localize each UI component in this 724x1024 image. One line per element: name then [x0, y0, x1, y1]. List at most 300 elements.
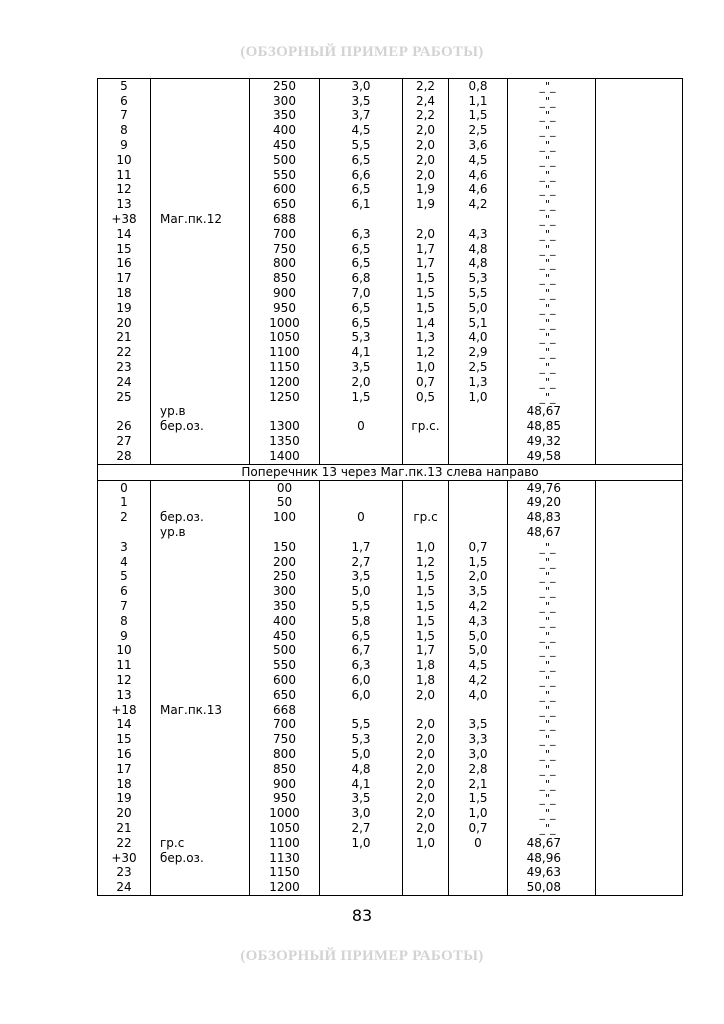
table-cell: 21 [98, 331, 151, 346]
table-cell [151, 375, 250, 390]
ditto-mark: _"_ [539, 540, 556, 554]
table-row [98, 643, 683, 658]
ditto-mark: _"_ [539, 153, 556, 167]
table-cell: 1,9 [403, 183, 449, 198]
table-cell: 1,8 [403, 658, 449, 673]
table-cell: 1,8 [403, 673, 449, 688]
table-row [98, 673, 683, 688]
table-cell [596, 584, 683, 599]
table-cell: бер.оз. [151, 510, 250, 525]
table-row [98, 777, 683, 792]
table-cell [508, 79, 596, 94]
table-cell [508, 732, 596, 747]
table-cell [403, 449, 449, 464]
table-cell: 6,5 [320, 183, 403, 198]
table-row [98, 271, 683, 286]
table-cell: 200 [250, 555, 320, 570]
table-cell: 48,85 [508, 419, 596, 434]
table-cell [403, 851, 449, 866]
table-cell: 6,6 [320, 168, 403, 183]
table-cell: 2,2 [403, 79, 449, 94]
table-row [98, 168, 683, 183]
table-cell [449, 434, 508, 449]
table-cell [596, 227, 683, 242]
ditto-mark: _"_ [539, 272, 556, 286]
table-cell: 3,3 [449, 732, 508, 747]
table-cell: 1,0 [403, 540, 449, 555]
table-row [98, 732, 683, 747]
table-cell: 49,58 [508, 449, 596, 464]
table-cell: 5,3 [320, 732, 403, 747]
table-cell [596, 865, 683, 880]
table-cell: 2,0 [403, 168, 449, 183]
table-cell [508, 747, 596, 762]
table-cell: ур.в [151, 525, 250, 540]
table-cell [151, 570, 250, 585]
table-row [98, 405, 683, 420]
table-cell [508, 360, 596, 375]
table-cell: 10 [98, 153, 151, 168]
ditto-mark: _"_ [539, 301, 556, 315]
table-row [98, 717, 683, 732]
table-cell [508, 183, 596, 198]
table-cell: 6,1 [320, 197, 403, 212]
table-cell [449, 851, 508, 866]
table-cell [596, 525, 683, 540]
table-cell: 6,5 [320, 242, 403, 257]
table-cell [449, 703, 508, 718]
table-cell [596, 614, 683, 629]
table-cell: 3,5 [320, 570, 403, 585]
table-cell [151, 197, 250, 212]
table-cell [449, 449, 508, 464]
ditto-mark: _"_ [539, 213, 556, 227]
table-cell: 1250 [250, 390, 320, 405]
watermark-bottom: (ОБЗОРНЫЙ ПРИМЕР РАБОТЫ) [240, 948, 484, 964]
table-cell: ур.в [151, 405, 250, 420]
table-cell: 1,7 [403, 643, 449, 658]
table-cell: 0,8 [449, 79, 508, 94]
table-row [98, 540, 683, 555]
table-cell: 11 [98, 658, 151, 673]
table-cell: 50 [250, 496, 320, 511]
table-cell: 1,3 [403, 331, 449, 346]
table-cell: 49,32 [508, 434, 596, 449]
table-row [98, 331, 683, 346]
table-cell: гр.с [403, 510, 449, 525]
table-cell: 2,1 [449, 777, 508, 792]
table-cell: 4,5 [320, 123, 403, 138]
table-cell: 5 [98, 570, 151, 585]
table-cell: 5,0 [449, 301, 508, 316]
table-cell: 4,2 [449, 673, 508, 688]
table-cell [596, 375, 683, 390]
table-cell: 14 [98, 227, 151, 242]
table-row [98, 599, 683, 614]
table-row [98, 806, 683, 821]
ditto-mark: _"_ [539, 703, 556, 717]
table-cell: 450 [250, 138, 320, 153]
table-cell [596, 806, 683, 821]
table-cell: 2,0 [449, 570, 508, 585]
table-cell [403, 703, 449, 718]
table-cell: бер.оз. [151, 419, 250, 434]
table-cell [151, 138, 250, 153]
table-cell [596, 673, 683, 688]
ditto-mark: _"_ [539, 659, 556, 673]
table-cell: 25 [98, 390, 151, 405]
table-cell: 4,2 [449, 599, 508, 614]
table-cell: 1000 [250, 806, 320, 821]
table-cell: 4,8 [449, 257, 508, 272]
table-row [98, 865, 683, 880]
table-row [98, 109, 683, 124]
table-cell [596, 360, 683, 375]
table-cell: 350 [250, 599, 320, 614]
table-row [98, 851, 683, 866]
table-cell: 4,0 [449, 331, 508, 346]
table-cell [596, 301, 683, 316]
table-cell [596, 762, 683, 777]
ditto-mark: _"_ [539, 629, 556, 643]
table-row [98, 762, 683, 777]
table-row [98, 419, 683, 434]
table-cell: 400 [250, 614, 320, 629]
table-cell: гр.с. [403, 419, 449, 434]
table-cell: гр.с [151, 836, 250, 851]
table-row [98, 791, 683, 806]
ditto-mark: _"_ [539, 257, 556, 271]
table-section-1 [98, 79, 683, 465]
ditto-mark: _"_ [539, 331, 556, 345]
table-cell: 688 [250, 212, 320, 227]
table-cell [508, 614, 596, 629]
table-cell: 1300 [250, 419, 320, 434]
table-cell: 6 [98, 584, 151, 599]
table-cell [508, 197, 596, 212]
ditto-mark: _"_ [539, 361, 556, 375]
table-cell [596, 257, 683, 272]
table-row [98, 525, 683, 540]
table-cell: 0 [98, 480, 151, 495]
table-cell [596, 168, 683, 183]
table-cell [151, 109, 250, 124]
table-cell: 1,5 [403, 599, 449, 614]
table-cell: 650 [250, 688, 320, 703]
ditto-mark: _"_ [539, 733, 556, 747]
table-cell: 1,5 [449, 555, 508, 570]
table-cell [596, 242, 683, 257]
table-cell: 300 [250, 94, 320, 109]
table-cell: 49,63 [508, 865, 596, 880]
table-row [98, 747, 683, 762]
table-cell: 4,1 [320, 345, 403, 360]
table-cell [596, 777, 683, 792]
table-cell [320, 865, 403, 880]
table-cell: 28 [98, 449, 151, 464]
table-cell: 1150 [250, 865, 320, 880]
ditto-mark: _"_ [539, 94, 556, 108]
table-cell [151, 821, 250, 836]
table-row [98, 821, 683, 836]
table-cell: 1130 [250, 851, 320, 866]
table-cell: 48,67 [508, 836, 596, 851]
table-row [98, 227, 683, 242]
ditto-mark: _"_ [539, 109, 556, 123]
table-cell: 0,5 [403, 390, 449, 405]
table-cell [596, 419, 683, 434]
table-cell [449, 510, 508, 525]
table-cell: 7,0 [320, 286, 403, 301]
table-cell: 20 [98, 316, 151, 331]
table-cell [320, 449, 403, 464]
table-cell: 350 [250, 109, 320, 124]
table-cell [596, 643, 683, 658]
table-row [98, 510, 683, 525]
table-row [98, 94, 683, 109]
table-cell [508, 286, 596, 301]
table-cell: 5,3 [320, 331, 403, 346]
table-cell: 4 [98, 555, 151, 570]
table-cell: 2,7 [320, 821, 403, 836]
table-cell: 12 [98, 673, 151, 688]
table-cell: 6,0 [320, 688, 403, 703]
table-cell: 5,5 [449, 286, 508, 301]
table-cell [151, 316, 250, 331]
ditto-mark: _"_ [539, 168, 556, 182]
table-cell: 1,5 [403, 570, 449, 585]
table-cell: 6,7 [320, 643, 403, 658]
table-cell [596, 570, 683, 585]
table-cell: 1050 [250, 331, 320, 346]
table-cell: 2,0 [403, 791, 449, 806]
ditto-mark: _"_ [539, 821, 556, 835]
table-cell: 2,9 [449, 345, 508, 360]
table-cell: 0,7 [403, 375, 449, 390]
table-cell [596, 629, 683, 644]
ditto-mark: _"_ [539, 183, 556, 197]
table-cell [151, 614, 250, 629]
table-cell: 600 [250, 183, 320, 198]
table-cell: 22 [98, 836, 151, 851]
table-cell [98, 525, 151, 540]
table-cell: 50,08 [508, 880, 596, 895]
table-cell [508, 777, 596, 792]
table-cell: 2,0 [320, 375, 403, 390]
table-cell: 48,96 [508, 851, 596, 866]
table-cell [151, 599, 250, 614]
table-cell: 4,6 [449, 183, 508, 198]
table-cell: 550 [250, 658, 320, 673]
table-cell [151, 806, 250, 821]
table-cell: 2,0 [403, 717, 449, 732]
table-cell [508, 570, 596, 585]
table-cell: 1,5 [403, 301, 449, 316]
ditto-mark: _"_ [539, 747, 556, 761]
table-row [98, 197, 683, 212]
table-cell [508, 257, 596, 272]
table-cell: 100 [250, 510, 320, 525]
table-cell: 1050 [250, 821, 320, 836]
table-cell: 4,2 [449, 197, 508, 212]
table-cell [596, 821, 683, 836]
table-cell [596, 79, 683, 94]
table-row [98, 286, 683, 301]
table-cell: 850 [250, 762, 320, 777]
table-cell [596, 791, 683, 806]
table-cell [596, 434, 683, 449]
table-cell: 1,5 [449, 109, 508, 124]
table-cell: 6,3 [320, 658, 403, 673]
table-cell: 48,67 [508, 405, 596, 420]
table-cell [596, 510, 683, 525]
table-cell: 4,3 [449, 614, 508, 629]
table-cell: 1100 [250, 345, 320, 360]
table-cell: 1200 [250, 375, 320, 390]
table-row [98, 434, 683, 449]
table-cell [151, 434, 250, 449]
table-cell [151, 555, 250, 570]
table-row [98, 345, 683, 360]
table-cell [320, 212, 403, 227]
ditto-mark: _"_ [539, 287, 556, 301]
table-cell: 11 [98, 168, 151, 183]
table-cell: 48,83 [508, 510, 596, 525]
table-cell: 5,0 [320, 584, 403, 599]
table-cell [508, 212, 596, 227]
table-cell: 27 [98, 434, 151, 449]
table-cell: 2,0 [403, 123, 449, 138]
table-cell: 750 [250, 242, 320, 257]
table-cell: 1200 [250, 880, 320, 895]
table-cell: 3,7 [320, 109, 403, 124]
table-cell [508, 762, 596, 777]
table-cell: 1,7 [320, 540, 403, 555]
table-cell [508, 94, 596, 109]
table-cell [508, 390, 596, 405]
ditto-mark: _"_ [539, 777, 556, 791]
table-cell [596, 153, 683, 168]
table-cell [151, 762, 250, 777]
table-cell: 1,0 [403, 836, 449, 851]
table-cell: 2,2 [403, 109, 449, 124]
table-cell: 3,5 [320, 94, 403, 109]
table-cell [596, 449, 683, 464]
table-cell: 26 [98, 419, 151, 434]
table-cell [151, 242, 250, 257]
ditto-mark: _"_ [539, 762, 556, 776]
table-cell: 3,6 [449, 138, 508, 153]
table-cell: 4,8 [320, 762, 403, 777]
table-cell: 150 [250, 540, 320, 555]
table-cell: 2,0 [403, 688, 449, 703]
table-cell [596, 138, 683, 153]
table-cell [151, 257, 250, 272]
ditto-mark: _"_ [539, 644, 556, 658]
table-cell [596, 658, 683, 673]
table-cell: 668 [250, 703, 320, 718]
table-cell [508, 703, 596, 718]
table-cell: 6,8 [320, 271, 403, 286]
table-cell: 650 [250, 197, 320, 212]
table-cell: 12 [98, 183, 151, 198]
table-cell [508, 138, 596, 153]
table-cell: 6,5 [320, 301, 403, 316]
table-cell: 6,3 [320, 227, 403, 242]
table-cell [508, 316, 596, 331]
table-cell: 2,5 [449, 123, 508, 138]
table-cell [250, 405, 320, 420]
table-cell: 2,8 [449, 762, 508, 777]
table-cell: 24 [98, 880, 151, 895]
table-cell [403, 865, 449, 880]
table-cell: 17 [98, 271, 151, 286]
table-cell: 500 [250, 153, 320, 168]
table-cell [151, 123, 250, 138]
table-cell [403, 496, 449, 511]
table-cell: 1,2 [403, 555, 449, 570]
table-cell: 8 [98, 123, 151, 138]
table-row [98, 449, 683, 464]
ditto-mark: _"_ [539, 139, 556, 153]
table-cell [596, 212, 683, 227]
table-row [98, 703, 683, 718]
table-cell: 1,7 [403, 257, 449, 272]
table-cell: 0,7 [449, 540, 508, 555]
table-cell [508, 109, 596, 124]
table-cell [449, 480, 508, 495]
table-cell: 16 [98, 747, 151, 762]
table-cell: 300 [250, 584, 320, 599]
table-cell [596, 197, 683, 212]
table-cell [508, 673, 596, 688]
table-cell [508, 301, 596, 316]
table-cell [151, 658, 250, 673]
table-cell: 23 [98, 865, 151, 880]
table-cell [151, 540, 250, 555]
table-cell: 600 [250, 673, 320, 688]
table-cell [596, 732, 683, 747]
table-cell: 0,7 [449, 821, 508, 836]
table-cell [508, 821, 596, 836]
table-cell [596, 183, 683, 198]
ditto-mark: _"_ [539, 124, 556, 138]
table-cell: 2,4 [403, 94, 449, 109]
table-cell [151, 777, 250, 792]
ditto-mark: _"_ [539, 807, 556, 821]
table-cell [508, 806, 596, 821]
table-cell: 1,0 [449, 390, 508, 405]
table-cell [320, 496, 403, 511]
table-row [98, 658, 683, 673]
table-cell [151, 629, 250, 644]
table-cell [596, 717, 683, 732]
table-cell [320, 703, 403, 718]
table-cell [508, 345, 596, 360]
table-row [98, 316, 683, 331]
table-cell [320, 434, 403, 449]
table-cell: 6,5 [320, 153, 403, 168]
table-cell: 5 [98, 79, 151, 94]
table-cell: 21 [98, 821, 151, 836]
table-cell: +18 [98, 703, 151, 718]
table-cell: 2,0 [403, 806, 449, 821]
table-cell [151, 153, 250, 168]
table-cell [508, 540, 596, 555]
table-row [98, 836, 683, 851]
table-cell [596, 94, 683, 109]
ditto-mark: _"_ [539, 242, 556, 256]
